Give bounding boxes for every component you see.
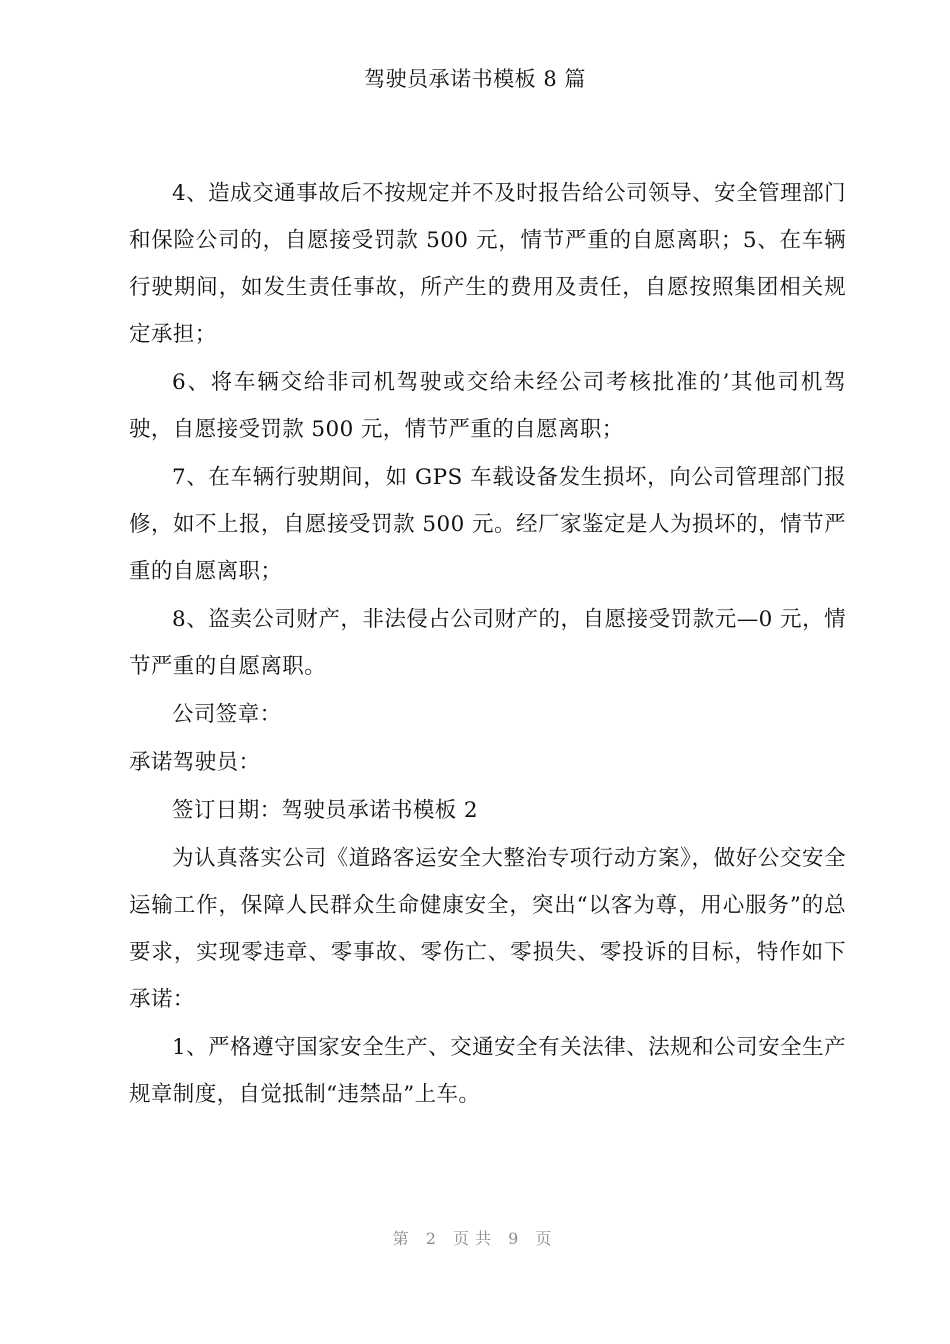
paragraph-item-6: 6、将车辆交给非司机驾驶或交给未经公司考核批准的’其他司机驾驶，自愿接受罚款 500 元，情节严重的自愿离职； bbox=[129, 370, 846, 442]
paragraph-intro: 为认真落实公司《道路客运安全大整治专项行动方案》，做好公交安全运输工作，保障人民群众生命健康安全，突出“以客为尊，用心服务”的总要求，实现零违章、零事故、零伤亡、零损失、零投诉的目标，特作如下承诺： bbox=[129, 846, 846, 1012]
company-seal-line: 公司签章： bbox=[172, 702, 282, 727]
paragraph-item-8: 8、盗卖公司财产，非法侵占公司财产的，自愿接受罚款元—0 元，情节严重的自愿离职。 bbox=[129, 607, 846, 679]
driver-signature-line: 承诺驾驶员： bbox=[129, 750, 261, 775]
paragraph-item-7: 7、在车辆行驶期间，如 GPS 车载设备发生损坏，向公司管理部门报修，如不上报，自愿接受罚款 500 元。经厂家鉴定是人为损坏的，情节严重的自愿离职； bbox=[129, 465, 846, 584]
signing-date-line: 签订日期：驾驶员承诺书模板 2 bbox=[172, 798, 479, 823]
paragraph-item-1: 1、严格遵守国家安全生产、交通安全有关法律、法规和公司安全生产规章制度，自觉抵制“违禁品”上车。 bbox=[129, 1035, 846, 1107]
document-title: 驾驶员承诺书模板 8 篇 bbox=[364, 67, 586, 91]
page-number-footer: 第 2 页共 9 页 bbox=[392, 1229, 558, 1248]
document-body bbox=[129, 170, 846, 1118]
paragraph-item-4-5: 4、造成交通事故后不按规定并不及时报告给公司领导、安全管理部门和保险公司的，自愿接受罚款 500 元，情节严重的自愿离职；5、在车辆行驶期间，如发生责任事故，所产生的费用及责任，自愿按照集团相关规定承担； bbox=[129, 181, 846, 347]
